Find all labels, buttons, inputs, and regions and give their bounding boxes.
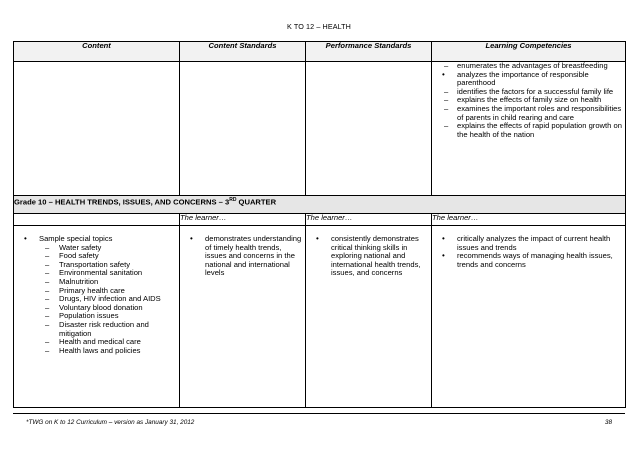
column-header-row — [14, 42, 626, 62]
continued-row — [14, 62, 626, 196]
learning-competency-item: • recommends ways of managing health issues, trends and concerns — [432, 252, 622, 269]
competency-item: – examines the important roles and responsibilities of parents in child rearing and care — [432, 105, 622, 122]
competency-item: – enumerates the advantages of breastfeeding — [432, 62, 622, 71]
empty-content-cell — [14, 62, 180, 196]
topic-item: – Water safety — [39, 244, 173, 253]
grade-heading — [14, 196, 626, 214]
competency-list — [432, 71, 625, 88]
competency-item: – explains the effects of rapid population growth on the health of the nation — [432, 122, 622, 139]
learning-competencies-cell — [432, 226, 626, 408]
competency-sublist — [432, 88, 625, 140]
continued-competencies-cell — [432, 62, 626, 196]
competency-item: • analyzes the importance of responsible parenthood — [432, 71, 622, 88]
grade-heading-text: Grade 10 – HEALTH TRENDS, ISSUES, AND CONCERNS – 3 — [14, 197, 230, 207]
competency-item: – identifies the factors for a successful family life — [432, 88, 622, 97]
content-standard-cell — [180, 226, 306, 408]
empty-content-standards-cell — [180, 62, 306, 196]
performance-standard-list — [306, 235, 431, 278]
topic-item: – Drugs, HIV infection and AIDS — [39, 295, 173, 304]
topic-item: – Food safety — [39, 252, 173, 261]
topic-item: – Environmental sanitation — [39, 269, 173, 278]
grade-heading-superscript: RD — [229, 197, 237, 203]
page-number: 38 — [604, 419, 612, 426]
content-standard-list — [180, 235, 305, 278]
topic-list — [39, 244, 176, 356]
learning-competency-item: • critically analyzes the impact of current health issues and trends — [432, 235, 622, 252]
topic-item: – Disaster risk reduction and mitigation — [39, 321, 173, 338]
column-header-content-standards: Content Standards — [180, 42, 306, 62]
topic-item: – Health and medical care — [39, 338, 173, 347]
content-standard-item: • demonstrates understanding of timely health trends, issues and concerns in the national and international levels — [180, 235, 302, 278]
content-list — [14, 235, 179, 355]
performance-standard-item: • consistently demonstrates critical thinking skills in exploring national and international health trends, issues, and concerns — [306, 235, 428, 278]
grade-heading-row — [14, 196, 626, 214]
topic-item: – Voluntary blood donation — [39, 304, 173, 313]
content-row — [14, 226, 626, 408]
learner-label: The learner… — [180, 214, 306, 226]
column-header-learning-competencies: Learning Competencies — [432, 42, 626, 62]
empty-learner-cell — [14, 214, 180, 226]
footer-divider — [13, 413, 625, 414]
content-cell — [14, 226, 180, 408]
empty-performance-standards-cell — [306, 62, 432, 196]
learning-competency-list — [432, 235, 625, 269]
content-main-label: Sample special topics — [39, 234, 113, 243]
competency-item: – explains the effects of family size on health — [432, 96, 622, 105]
topic-item: – Health laws and policies — [39, 347, 173, 356]
learner-label-row — [14, 214, 626, 226]
column-header-content: Content — [14, 42, 180, 62]
learner-label: The learner… — [306, 214, 432, 226]
content-main-item — [14, 235, 176, 355]
topic-item: – Population issues — [39, 312, 173, 321]
column-header-performance-standards: Performance Standards — [306, 42, 432, 62]
curriculum-table — [13, 41, 626, 408]
topic-item: – Primary health care — [39, 287, 173, 296]
learner-label: The learner… — [432, 214, 626, 226]
topic-item: – Transportation safety — [39, 261, 173, 270]
footer-note: *TWG on K to 12 Curriculum – version as January 31, 2012 — [26, 419, 195, 426]
page-title: K TO 12 – HEALTH — [287, 22, 351, 31]
performance-standard-cell — [306, 226, 432, 408]
topic-item: – Malnutrition — [39, 278, 173, 287]
grade-heading-suffix: QUARTER — [236, 197, 277, 207]
